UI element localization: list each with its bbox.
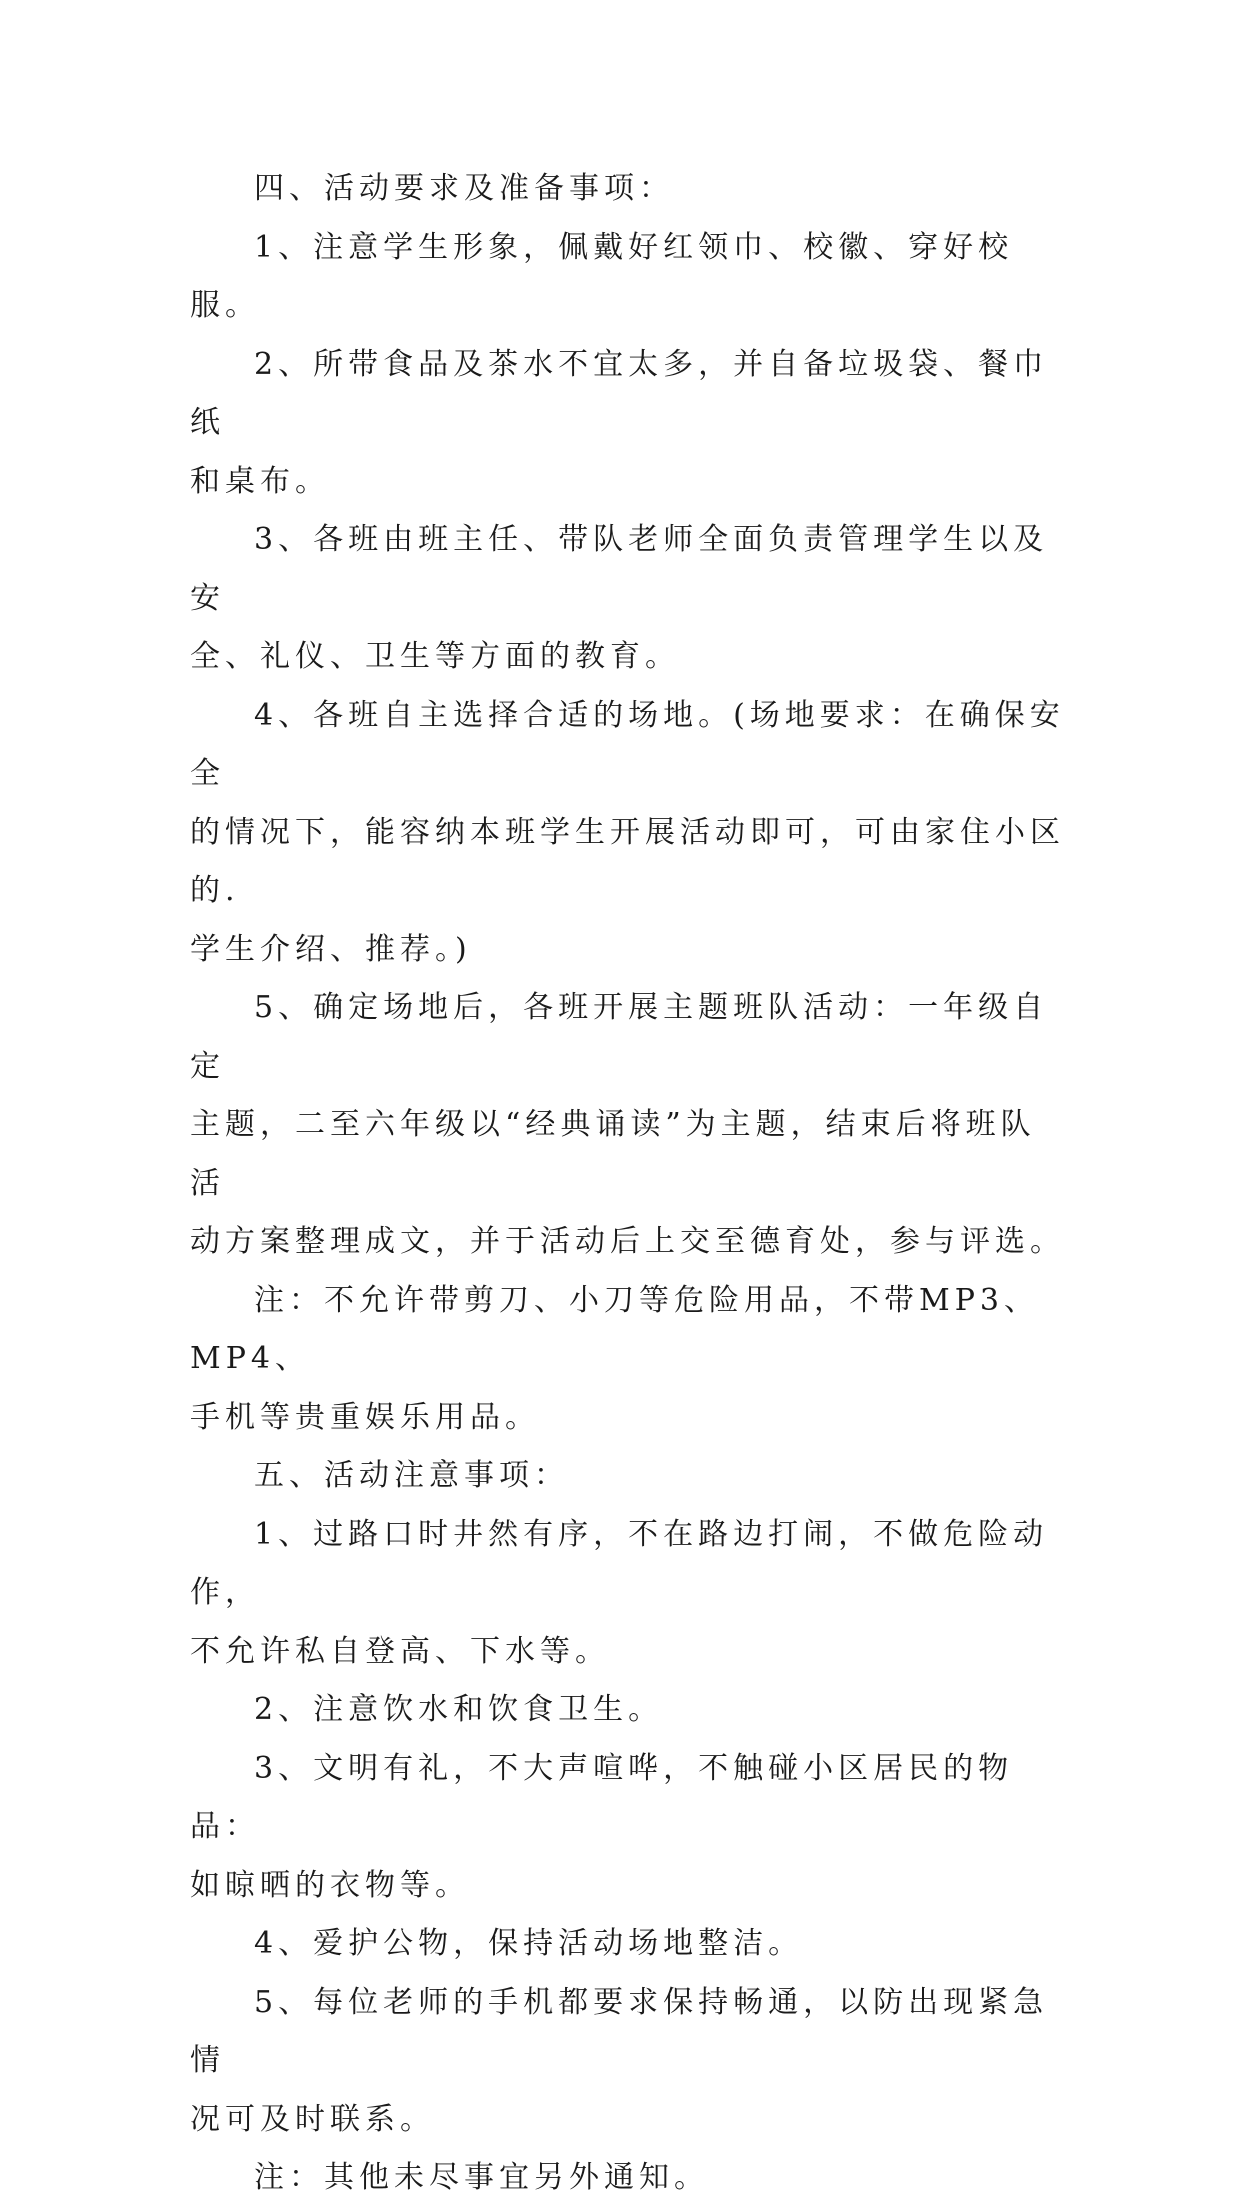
- section-heading-precautions: 五、活动注意事项：: [254, 1458, 569, 1493]
- requirement-item-1: 1、注意学生形象，佩戴好红领巾、校徽、穿好校服。: [190, 229, 1014, 323]
- requirement-item-2-cont: 和桌布。: [190, 463, 330, 499]
- requirement-item-3: 3、各班由班主任、带队老师全面负责管理学生以及安: [190, 522, 1049, 616]
- requirement-item-4-cont-2: 学生介绍、推荐。): [190, 931, 472, 967]
- requirement-note-cont: 手机等贵重娱乐用品。: [190, 1399, 540, 1435]
- precaution-item-1: 1、过路口时井然有序，不在路边打闹，不做危险动作，: [190, 1516, 1049, 1610]
- requirement-item-4-cont-1: 的情况下，能容纳本班学生开展活动即可，可由家住小区的.: [190, 814, 1065, 908]
- requirement-item-5: 5、确定场地后，各班开展主题班队活动：一年级自定: [190, 990, 1049, 1084]
- precaution-item-2: 2、注意饮水和饮食卫生。: [254, 1692, 664, 1727]
- requirement-item-5-cont-2: 动方案整理成文，并于活动后上交至德育处，参与评选。: [190, 1224, 1065, 1259]
- requirement-item-2: 2、所带食品及茶水不宜太多，并自备垃圾袋、餐巾纸: [190, 346, 1049, 440]
- requirement-note: 注：不允许带剪刀、小刀等危险用品，不带MP3、MP4、: [190, 1282, 1039, 1376]
- precaution-item-5: 5、每位老师的手机都要求保持畅通，以防出现紧急情: [190, 1984, 1049, 2078]
- precaution-item-5-cont: 况可及时联系。: [190, 2101, 435, 2137]
- precaution-item-3: 3、文明有礼，不大声喧哗，不触碰小区居民的物品：: [190, 1750, 1014, 1844]
- requirement-item-5-cont-1: 主题，二至六年级以“经典诵读”为主题，结束后将班队活: [190, 1107, 1036, 1201]
- precaution-item-4: 4、爱护公物，保持活动场地整洁。: [254, 1926, 804, 1961]
- requirement-item-4: 4、各班自主选择合适的场地。(场地要求：在确保安全: [190, 697, 1065, 791]
- closing-note: 注：其他未尽事宜另外通知。: [254, 2160, 709, 2195]
- section-heading-requirements: 四、活动要求及准备事项：: [254, 171, 674, 206]
- requirement-item-3-cont: 全、礼仪、卫生等方面的教育。: [190, 639, 680, 674]
- precaution-item-1-cont: 不允许私自登高、下水等。: [190, 1633, 610, 1669]
- precaution-item-3-cont: 如晾晒的衣物等。: [190, 1867, 470, 1903]
- document-body: [190, 160, 1070, 2208]
